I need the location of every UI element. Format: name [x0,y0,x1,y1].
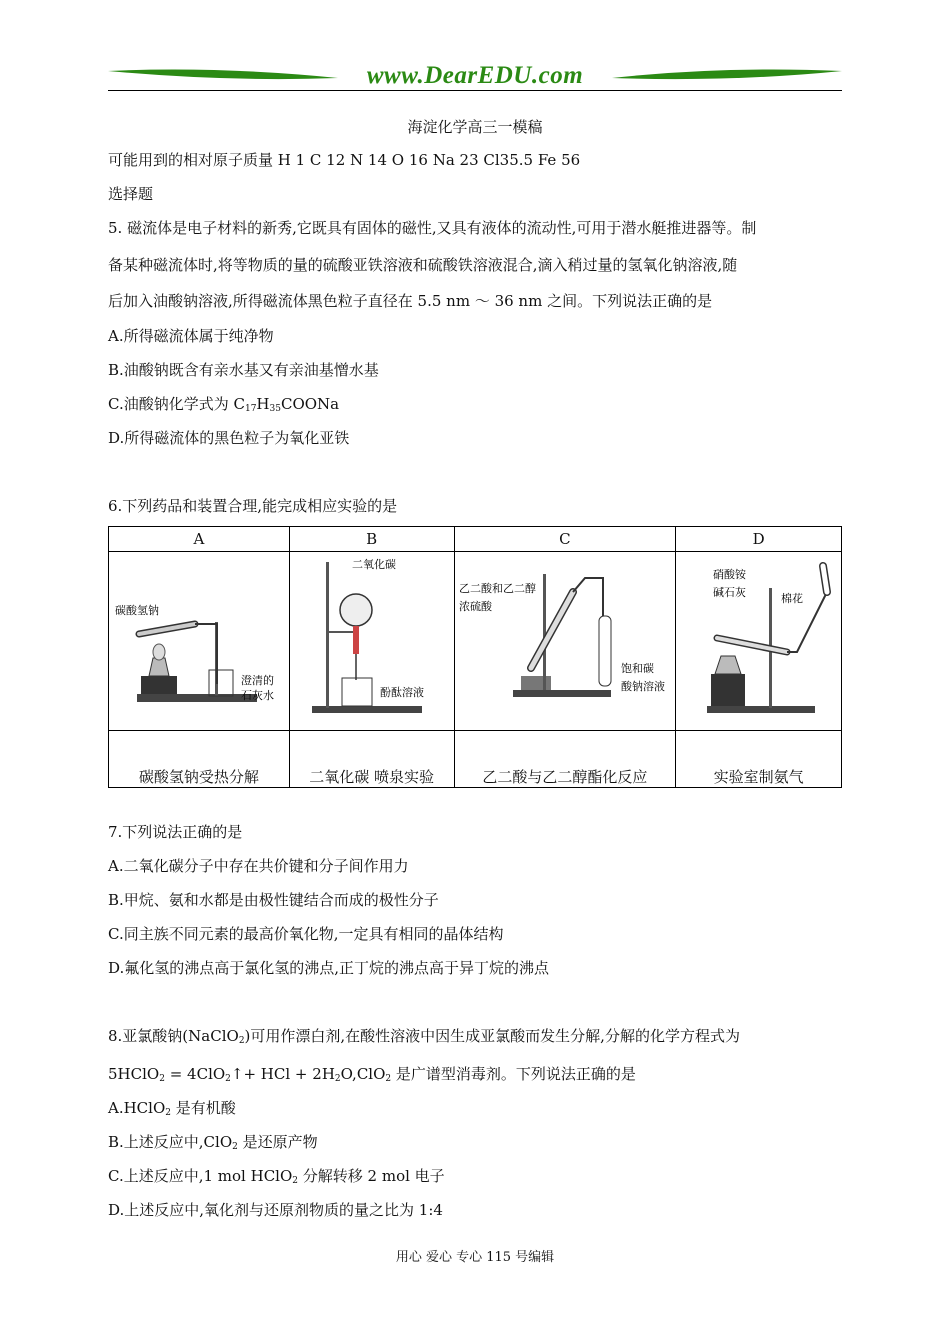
label-saturated-2: 酸钠溶液 [620,680,665,693]
page-header [108,60,842,94]
section-label: 选择题 [108,185,154,203]
right-leaf-decoration [612,68,842,82]
q7-option-b: B.甲烷、氨和水都是由极性键结合而成的极性分子 [108,891,439,909]
q6-caption-d: 实验室制氨气 [676,731,842,788]
q6-caption-a: 碳酸氢钠受热分解 [109,731,290,788]
label-phenolphthalein: 酚酞溶液 [380,686,425,699]
q6-header-d: D [676,527,842,552]
q6-stem: 6.下列药品和装置合理,能完成相应实验的是 [108,497,398,515]
page-footer: 用心 爱心 专心 115 号编辑 [395,1250,555,1265]
q6-header-a: A [109,527,290,552]
label-cotton: 棉花 [780,592,803,605]
label-oxalic-glycol: 乙二酸和乙二醇 [458,582,536,595]
label-ammonium-nitrate: 硝酸铵 [712,568,746,581]
q6-apparatus-d [676,552,842,731]
atomic-masses: 可能用到的相对原子质量 H 1 C 12 N 14 O 16 Na 23 Cl35.5 Fe 56 [108,151,581,169]
q6-caption-b: 二氧化碳 喷泉实验 [289,731,454,788]
q7-option-a: A.二氧化碳分子中存在共价键和分子间作用力 [108,857,409,875]
apparatus-a-illustration [109,552,288,726]
q8-option-b: B.上述反应中,ClO$_2$ 是还原产物 [108,1133,318,1152]
q6-header-c: C [454,527,676,552]
apparatus-d-illustration [677,552,841,726]
q7-option-c: C.同主族不同元素的最高价氧化物,一定具有相同的晶体结构 [108,925,504,943]
apparatus-b-illustration [290,552,453,726]
label-soda-lime: 碱石灰 [712,586,746,599]
label-saturated-1: 饱和碳 [620,662,654,675]
document-title: 海淀化学高三一模稿 [407,118,543,136]
label-limewater-2: 石灰水 [241,689,275,702]
q6-apparatus-c [454,552,676,731]
site-logo: www.DearEDU.com [366,62,584,89]
label-conc-sulfuric: 浓硫酸 [458,600,492,613]
q6-apparatus-a [109,552,290,731]
q8-stem-line-1: 8.亚氯酸钠(NaClO$_2$)可用作漂白剂,在酸性溶液中因生成亚氯酸而发生分解,分解的化学方程式为 [108,1027,740,1046]
q6-caption-c: 乙二酸与乙二醇酯化反应 [454,731,676,788]
q5-stem-line-1: 5. 磁流体是电子材料的新秀,它既具有固体的磁性,又具有液体的流动性,可用于潜水艇推进器等。制 [108,219,757,237]
q8-option-c: C.上述反应中,1 mol HClO$_2$ 分解转移 2 mol 电子 [108,1167,445,1186]
label-sodium-bicarbonate: 碳酸氢钠 [115,604,160,617]
q6-apparatus-table [108,526,842,788]
q5-option-a: A.所得磁流体属于纯净物 [108,327,274,345]
q5-stem-line-3: 后加入油酸钠溶液,所得磁流体黑色粒子直径在 5.5 nm ～ 36 nm 之间。下列说法正确的是 [108,292,713,310]
label-carbon-dioxide: 二氧化碳 [352,558,397,571]
q5-option-d: D.所得磁流体的黑色粒子为氧化亚铁 [108,429,350,447]
q8-stem-line-2: 5HClO$_2$ = 4ClO$_2$↑+ HCl + $2H_2O,ClO_2$ 是广谱型消毒剂。下列说法正确的是 [108,1065,636,1084]
q5-stem-line-2: 备某种磁流体时,将等物质的量的硫酸亚铁溶液和硫酸铁溶液混合,滴入稍过量的氢氧化钠溶液,随 [108,256,738,274]
apparatus-c-illustration [455,552,675,726]
q8-option-a: A.HClO$_2$ 是有机酸 [108,1099,236,1118]
q5-option-c: C.油酸钠化学式为 $C_{17}H_{35}COONa$ [108,395,340,414]
q7-option-d: D.氟化氢的沸点高于氯化氢的沸点,正丁烷的沸点高于异丁烷的沸点 [108,959,550,977]
q8-option-d: D.上述反应中,氧化剂与还原剂物质的量之比为 1:4 [108,1201,443,1219]
q6-apparatus-b [289,552,454,731]
q5-option-b: B.油酸钠既含有亲水基又有亲油基憎水基 [108,361,379,379]
header-rule [108,90,842,91]
q6-header-b: B [289,527,454,552]
label-limewater-1: 澄清的 [241,674,275,687]
q7-stem: 7.下列说法正确的是 [108,823,243,841]
